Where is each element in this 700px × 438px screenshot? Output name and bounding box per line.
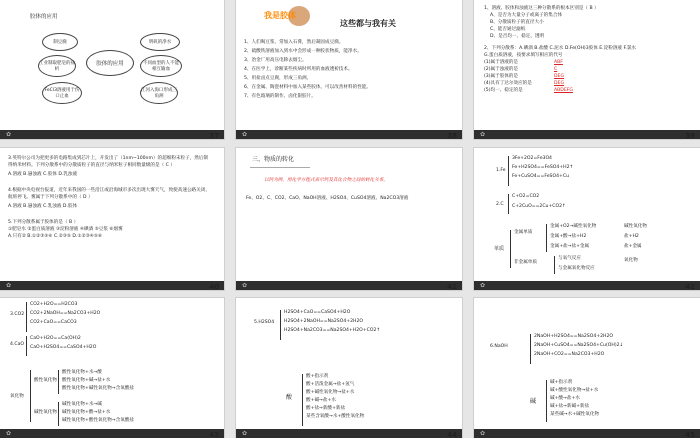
rule: 酸+指示剂 [306,374,329,379]
equation: C+2CuO==2Cu+CO2↑ [512,204,566,209]
question-line: 4.根据中央电视台报道，近年来我国的一些沿江或沿海城市多次出现大雾天气，致使高速公路关闭， [8,188,210,193]
slide-thumbnail-41[interactable] [236,148,462,290]
slide-footer-bar [236,281,462,290]
question-line: (1)属于溶液的是 [484,60,519,65]
rule: 酸+活泼金属→盐+氢气 [306,382,355,387]
slide-thumbnail-38[interactable] [236,0,462,139]
brace [546,380,547,422]
equation: 3Fe+2O2=Fe3O4 [512,156,552,161]
list-item: 5、用盐卤点豆腐，形成三角洲。 [244,76,312,81]
slide-number: 37 [209,132,219,139]
question-line: D、是否均一、稳定、透明 [490,34,545,39]
rule: 与金属氧化物反应 [558,266,595,271]
rule: 碱+盐→新碱+新盐 [550,404,590,409]
rule: 酸性氧化物+水→酸 [62,370,102,375]
instruction-note: 以钙为例，用化学方程式表示钙及其化合物之间的转化关系。 [264,178,389,183]
rule: 碱性氧化物+水→碱 [62,402,102,407]
answer: DEG [554,74,564,79]
equation: Fe+H2SO4==FeSO4+H2↑ [512,165,574,170]
slide-number: 41 [447,283,457,290]
node: 明矾的净水 [140,33,180,51]
question-line: A.只有② B.①②③⑤⑥ C.②③⑤ D.①②③④⑤⑥ [8,234,103,239]
slide-thumbnail-39[interactable] [474,0,700,139]
rule: 碱性氧化物+酸→盐+水 [62,410,111,415]
equation: 2NaOH+CuSO4==Na2SO4+Cu(OH)2↓ [534,343,624,348]
answer: DEG [554,81,564,86]
category-label: 非金属单质 [514,260,537,265]
slide-number: 38 [447,132,457,139]
equation: H2SO4+CaO==CaSO4+H2O [284,310,351,315]
list-item: 4、在医学上，诊断某些疾病时所用的血液透析技术。 [244,67,353,72]
equation: CaO+H2O==Ca(OH)2 [30,336,81,341]
rule: 某些碱→水+碱性氧化物 [550,412,600,417]
slide-footer-bar [0,281,224,290]
slide-subtitle: 这些都与我有关 [340,19,396,28]
list-item: 7、有色玻璃的制作、卤化银胶片。 [244,94,316,99]
question-line: (5)均一、稳定的是 [484,88,523,93]
brace [302,374,303,426]
slide-footer-bar [0,429,224,438]
slide-icon: ✿ [6,131,12,138]
rule-result: 盐+金属 [624,244,642,249]
heading-underline [250,167,310,168]
brace [58,402,59,426]
rule: 碱+指示剂 [550,380,573,385]
question-line: G.蛋白质溶液，按要求填写相应的代号 [484,53,563,58]
question-line: 航班停飞。雾属于下列分散系中的（ D ） [8,195,93,200]
answer: ABDEFG [554,88,573,93]
slide-icon: ✿ [242,131,248,138]
equation: CO2+H2O==H2CO3 [30,302,78,307]
brace [510,230,511,268]
equation: CO2+2NaOH==Na2CO3+H2O [30,311,101,316]
node: FeCl3溶液用于伤口止血 [42,82,82,104]
brace [554,256,555,274]
list-item: 3、冶金厂用高压电除去烟尘。 [244,58,307,63]
rule-result: 碱性氧化物 [624,224,647,229]
rule: 与氧气反应 [558,256,581,261]
slide-footer-bar [474,281,700,290]
rule: 金属+酸→盐+H2 [550,234,587,239]
category-label: 碱性氧化物 [34,410,57,415]
rule: 酸+盐→新酸+新盐 [306,406,346,411]
rule-result: 盐+H2 [624,234,639,239]
question-line: ①肥皂水 ②蛋白质溶液 ③淀粉溶液 ④碘酒 ⑤豆浆 ⑥烟雾 [8,227,123,232]
rule: 金属+O2→碱性氧化物 [550,224,597,229]
question-line: 5.下列分散系属于胶体的是（ B ） [8,220,79,225]
slide-thumbnail-42[interactable] [474,148,700,290]
equation: CaO+H2SO4==CaSO4+H2O [30,345,97,350]
rule: 某些含氧酸→水+酸性氧化物 [306,414,365,419]
answer: ABF [554,60,563,65]
question-line: B、分散质粒子的直径大小 [490,20,544,25]
item-label: 6.NaOH [490,344,508,349]
slide-heading: 三、物质的转化 [252,156,295,163]
slide-footer-bar [474,429,700,438]
slide-icon: ✿ [6,282,12,289]
question-line: (3)属于胶体的是 [484,74,519,79]
question-line: 2、下列分散系：A.碘酒 B.盐酸 C.泥水 D.Fe(OH)3胶体 E.淀粉溶液 F.氯水 [484,46,637,51]
brace [30,370,31,422]
substance-list: Fe、O2、C、CO2、CaO、NaOH溶液、H2SO4、CuSO4溶液、Na2CO3溶液 [246,196,409,201]
brace [280,310,281,340]
equation: Fe+CuSO4==FeSO4+Cu [512,174,569,179]
slide-number: 44 [447,431,457,438]
question-line: A.溶液 B.悬浊液 C.胶体 D.乳浊液 [8,172,78,177]
rule: 酸性氧化物+碱性氧化物→含氧酸盐 [62,386,135,391]
rule: 碱性氧化物+酸性氧化物→含氧酸盐 [62,418,135,423]
question-line: A、是否为大量分子或离子的集合体 [490,13,563,18]
slide-footer-bar [236,130,462,139]
question-line: 1、溶液、胶体和浊液这三种分散系的根本区别是（ B ） [484,6,599,11]
rule: 金属+盐→盐+金属 [550,244,590,249]
question-line: (2)属于浊液的是 [484,67,519,72]
item-label: 3.CO2 [10,312,25,317]
equation: 2NaOH+H2SO4==Na2SO4+2H2O [534,334,614,339]
slide-thumbnail-45[interactable] [474,298,700,438]
equation: C+O2=CO2 [512,194,540,199]
question-line: (4)具有丁达尔效应的是 [484,81,532,86]
brace [58,370,59,394]
item-label: 4.CaO [10,342,25,347]
equation: H2SO4+2NaOH==Na2SO4+2H2O [284,319,364,324]
slide-icon: ✿ [6,430,12,437]
list-item: 6、在金属、陶瓷材料中加入某些胶体，可以改善材料的性能。 [244,85,371,90]
equation: H2SO4+Na2CO3==Na2SO4+H2O+CO2↑ [284,328,381,333]
category-label: 酸 [286,394,293,401]
category-label: 酸性氧化物 [34,378,57,383]
slide-number: 40 [209,283,219,290]
list-item: 1、人们喝豆浆、常加入石膏，然后凝固成豆腐。 [244,40,344,45]
item-label: 2.C [496,202,504,207]
slide-icon: ✿ [480,282,486,289]
brace [546,224,547,252]
rule: 碱+酸→盐+水 [550,396,580,401]
rule-result: 氧化物 [624,258,638,263]
slide-icon: ✿ [242,430,248,437]
node: 工业制取肥皂的盐析 [38,55,76,77]
slide-icon: ✿ [480,430,486,437]
question-line: 3.英特尔公司为把更多的电路集成到芯片上，开发出了（1nm~100nm）的超细粉末粒子，然后制 [8,156,209,161]
item-label: 1.Fe [496,168,506,173]
brace [508,194,509,214]
node: 不同血型的人不能相互输血 [140,55,182,77]
slide-footer-bar [474,130,700,139]
node: 制豆腐 [42,33,78,51]
rule: 酸+碱→盐+水 [306,398,336,403]
brace [26,302,27,332]
brace [530,334,531,364]
category-label: 碱 [530,398,537,405]
slide-thumbnail-37[interactable] [0,0,224,139]
rule: 酸性氧化物+碱→盐+水 [62,378,111,383]
slide-number: 39 [685,132,695,139]
question-line: C、能否通过滤纸 [490,27,526,32]
question-line: A.溶液 B.悬浊液 C.乳浊液 D.胶体 [8,204,78,209]
brace [508,156,509,186]
category-label: 单质 [494,246,505,252]
slide-number: 43 [209,431,219,438]
equation: CO2+CaO==CaCO3 [30,320,77,325]
slide-footer-bar [0,130,224,139]
center-node: 胶体的应用 [86,50,134,76]
slide-title: 我是胶体 [264,11,296,20]
rule: 酸+碱性氧化物→盐+水 [306,390,355,395]
slide-thumbnail-44[interactable] [236,298,462,438]
slide-number: 42 [685,283,695,290]
slide-icon: ✿ [242,282,248,289]
slide-footer-bar [236,429,462,438]
slide-icon: ✿ [480,131,486,138]
equation: 2NaOH+CO2==Na2CO3+H2O [534,352,605,357]
slide-number: 45 [685,431,695,438]
list-item: 2、硫酸铁溶液加入到水中会形成一种胶状物质，能净水。 [244,49,362,54]
question-line: 得纳米材料。下列分散系中的分散质粒子的直径与纳米粒子相同数量级的是（ C ） [8,163,175,168]
node: 江河入海口形成三角洲 [140,82,178,104]
item-label: 5.H2SO4 [254,320,275,325]
slide-title: 胶体的应用 [30,14,58,20]
slide-thumbnail-43[interactable] [0,298,224,438]
rule: 碱+酸性氧化物→盐+水 [550,388,599,393]
brace [26,336,27,356]
category-label: 氧化物 [10,394,24,399]
slide-thumbnail-40[interactable] [0,148,224,290]
category-label: 金属单质 [514,230,533,235]
answer: C [554,67,558,72]
